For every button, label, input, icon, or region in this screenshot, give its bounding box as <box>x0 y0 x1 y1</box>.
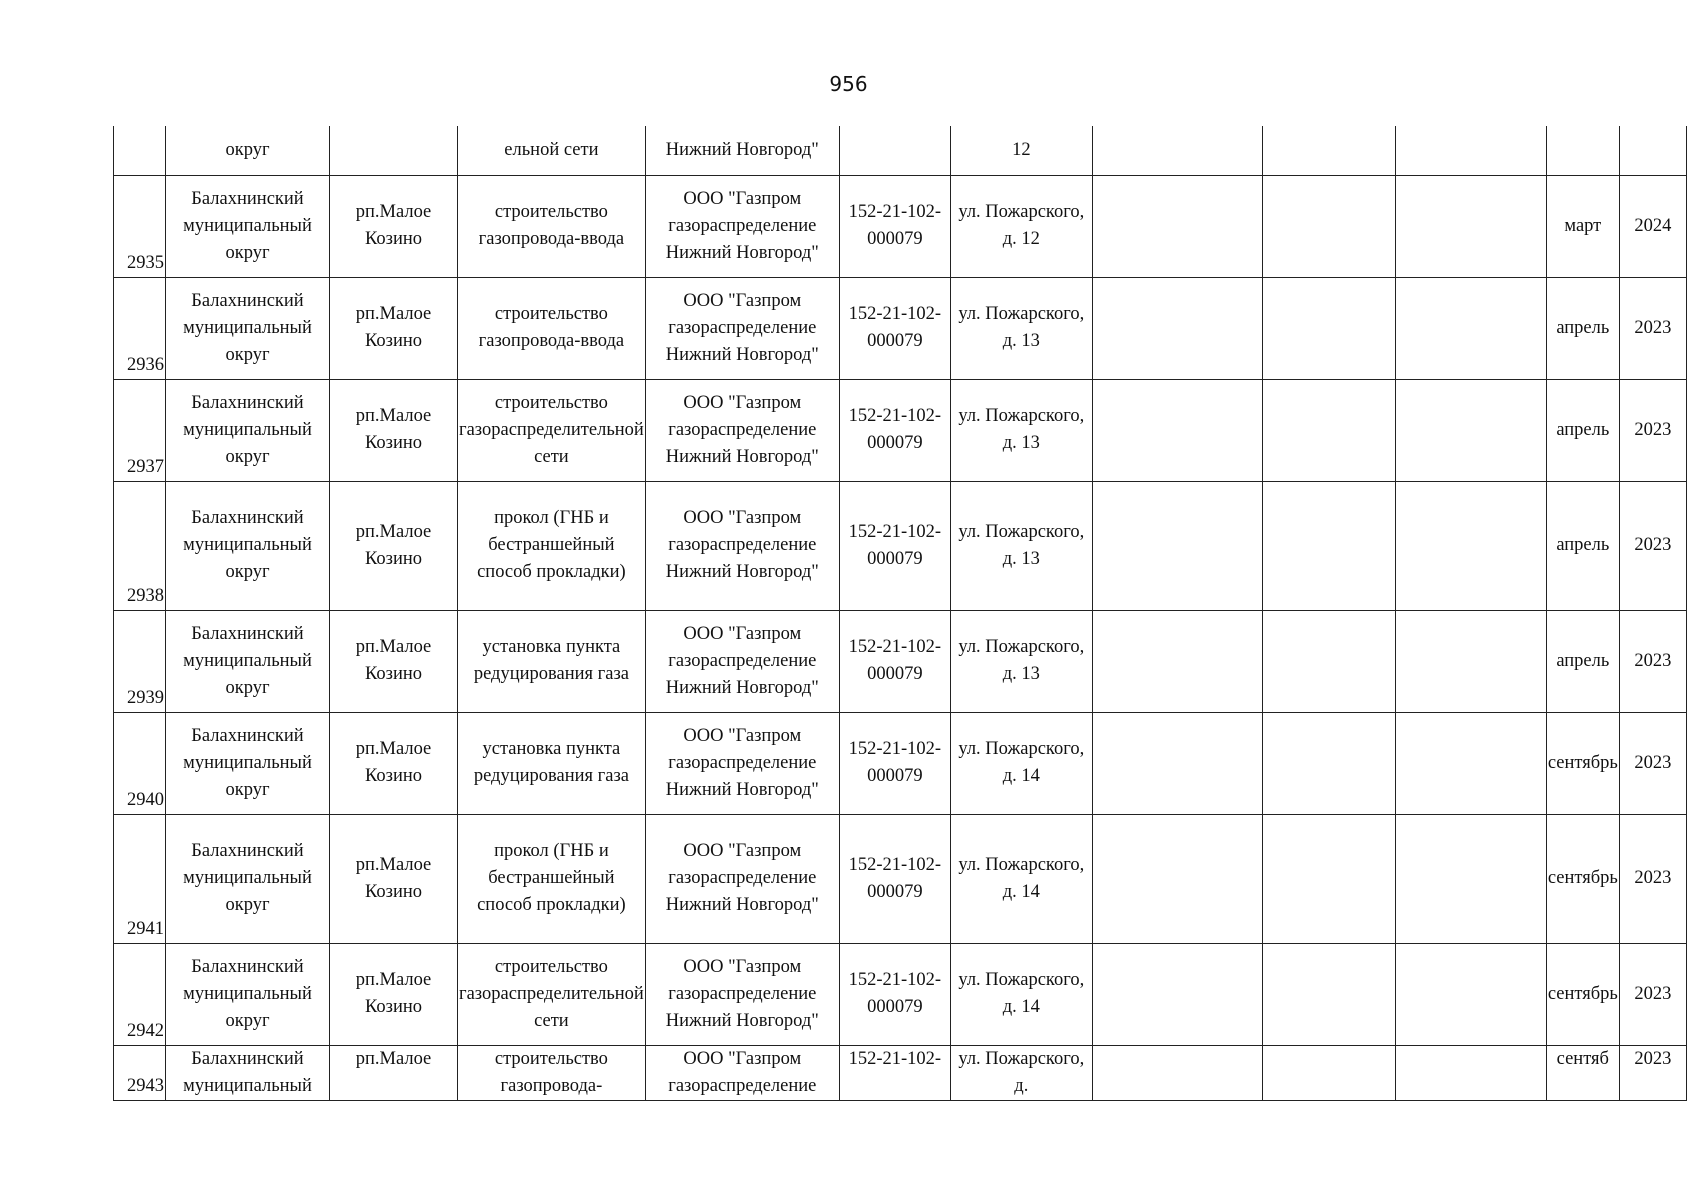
work-type-cell: ельной сети <box>458 126 646 175</box>
district-cell: Балахнинский муниципальный округ <box>166 277 330 379</box>
reg-number-cell: 152-21-102-000079 <box>839 712 950 814</box>
empty-cell <box>1262 943 1395 1045</box>
reg-number-cell: 152-21-102-000079 <box>839 610 950 712</box>
table-row <box>114 1045 1687 1100</box>
reg-number-cell: 152-21-102-000079 <box>839 814 950 943</box>
empty-cell <box>1092 712 1262 814</box>
empty-cell <box>1395 379 1546 481</box>
organization-cell: ООО "Газпром газораспределение Нижний Новгород" <box>645 277 839 379</box>
empty-cell <box>1262 1045 1395 1100</box>
empty-cell <box>1092 1045 1262 1100</box>
month-cell: сентябрь <box>1546 814 1619 943</box>
empty-cell <box>1262 277 1395 379</box>
year-cell: 2023 <box>1619 481 1686 610</box>
reg-number-cell <box>839 126 950 175</box>
address-cell: ул. Пожарского, д. <box>950 1045 1092 1100</box>
address-cell: ул. Пожарского, д. 14 <box>950 712 1092 814</box>
organization-cell: ООО "Газпром газораспределение Нижний Новгород" <box>645 943 839 1045</box>
district-cell: Балахнинский муниципальный округ <box>166 712 330 814</box>
work-type-cell: прокол (ГНБ и бестраншейный способ прокладки) <box>458 481 646 610</box>
empty-cell <box>1262 126 1395 175</box>
month-cell: апрель <box>1546 481 1619 610</box>
locality-cell: рп.Малое Козино <box>330 943 458 1045</box>
year-cell: 2023 <box>1619 943 1686 1045</box>
empty-cell <box>1092 814 1262 943</box>
work-type-cell: строительство газопровода- <box>458 1045 646 1100</box>
table-row <box>114 175 1687 277</box>
empty-cell <box>1395 126 1546 175</box>
organization-cell: Нижний Новгород" <box>645 126 839 175</box>
month-cell: апрель <box>1546 379 1619 481</box>
district-cell: Балахнинский муниципальный округ <box>166 610 330 712</box>
row-number-cell: 2935 <box>114 175 166 277</box>
empty-cell <box>1395 277 1546 379</box>
empty-cell <box>1395 1045 1546 1100</box>
empty-cell <box>1092 126 1262 175</box>
locality-cell: рп.Малое Козино <box>330 610 458 712</box>
district-cell: Балахнинский муниципальный округ <box>166 814 330 943</box>
district-cell: Балахнинский муниципальный округ <box>166 175 330 277</box>
row-number-cell: 2936 <box>114 277 166 379</box>
district-cell: Балахнинский муниципальный округ <box>166 943 330 1045</box>
year-cell: 2023 <box>1619 712 1686 814</box>
reg-number-cell: 152-21-102- <box>839 1045 950 1100</box>
empty-cell <box>1395 712 1546 814</box>
page-number: 956 <box>829 72 868 96</box>
registry-table <box>113 126 1687 1101</box>
month-cell: сентябрь <box>1546 712 1619 814</box>
address-cell: 12 <box>950 126 1092 175</box>
empty-cell <box>1262 175 1395 277</box>
year-cell: 2024 <box>1619 175 1686 277</box>
work-type-cell: строительство газораспределительной сети <box>458 943 646 1045</box>
month-cell <box>1546 126 1619 175</box>
empty-cell <box>1092 175 1262 277</box>
district-cell: Балахнинский муниципальный округ <box>166 379 330 481</box>
district-cell: округ <box>166 126 330 175</box>
empty-cell <box>1395 481 1546 610</box>
locality-cell: рп.Малое Козино <box>330 814 458 943</box>
empty-cell <box>1395 610 1546 712</box>
empty-cell <box>1092 379 1262 481</box>
organization-cell: ООО "Газпром газораспределение Нижний Новгород" <box>645 379 839 481</box>
row-number-cell <box>114 126 166 175</box>
month-cell: сентяб <box>1546 1045 1619 1100</box>
locality-cell: рп.Малое <box>330 1045 458 1100</box>
row-number-cell: 2938 <box>114 481 166 610</box>
empty-cell <box>1395 814 1546 943</box>
year-cell: 2023 <box>1619 277 1686 379</box>
address-cell: ул. Пожарского, д. 14 <box>950 814 1092 943</box>
month-cell: апрель <box>1546 610 1619 712</box>
reg-number-cell: 152-21-102-000079 <box>839 943 950 1045</box>
table-row <box>114 943 1687 1045</box>
year-cell: 2023 <box>1619 379 1686 481</box>
table-row <box>114 814 1687 943</box>
address-cell: ул. Пожарского, д. 12 <box>950 175 1092 277</box>
reg-number-cell: 152-21-102-000079 <box>839 379 950 481</box>
locality-cell: рп.Малое Козино <box>330 712 458 814</box>
year-cell <box>1619 126 1686 175</box>
year-cell: 2023 <box>1619 610 1686 712</box>
empty-cell <box>1395 175 1546 277</box>
empty-cell <box>1262 814 1395 943</box>
work-type-cell: прокол (ГНБ и бестраншейный способ прокладки) <box>458 814 646 943</box>
work-type-cell: строительство газопровода-ввода <box>458 175 646 277</box>
month-cell: сентябрь <box>1546 943 1619 1045</box>
locality-cell <box>330 126 458 175</box>
table-row <box>114 610 1687 712</box>
table-row <box>114 277 1687 379</box>
table-row <box>114 126 1687 175</box>
empty-cell <box>1395 943 1546 1045</box>
table-body <box>114 126 1687 1100</box>
empty-cell <box>1092 277 1262 379</box>
row-number-cell: 2940 <box>114 712 166 814</box>
district-cell: Балахнинский муниципальный <box>166 1045 330 1100</box>
year-cell: 2023 <box>1619 1045 1686 1100</box>
locality-cell: рп.Малое Козино <box>330 277 458 379</box>
empty-cell <box>1092 481 1262 610</box>
year-cell: 2023 <box>1619 814 1686 943</box>
row-number-cell: 2939 <box>114 610 166 712</box>
reg-number-cell: 152-21-102-000079 <box>839 277 950 379</box>
organization-cell: ООО "Газпром газораспределение Нижний Новгород" <box>645 712 839 814</box>
row-number-cell: 2943 <box>114 1045 166 1100</box>
organization-cell: ООО "Газпром газораспределение Нижний Новгород" <box>645 481 839 610</box>
address-cell: ул. Пожарского, д. 13 <box>950 610 1092 712</box>
empty-cell <box>1262 610 1395 712</box>
organization-cell: ООО "Газпром газораспределение Нижний Новгород" <box>645 814 839 943</box>
organization-cell: ООО "Газпром газораспределение Нижний Новгород" <box>645 175 839 277</box>
table-row <box>114 481 1687 610</box>
month-cell: апрель <box>1546 277 1619 379</box>
locality-cell: рп.Малое Козино <box>330 175 458 277</box>
work-type-cell: установка пункта редуцирования газа <box>458 712 646 814</box>
address-cell: ул. Пожарского, д. 14 <box>950 943 1092 1045</box>
table-row <box>114 712 1687 814</box>
row-number-cell: 2942 <box>114 943 166 1045</box>
empty-cell <box>1092 610 1262 712</box>
address-cell: ул. Пожарского, д. 13 <box>950 481 1092 610</box>
reg-number-cell: 152-21-102-000079 <box>839 481 950 610</box>
work-type-cell: установка пункта редуцирования газа <box>458 610 646 712</box>
empty-cell <box>1262 379 1395 481</box>
row-number-cell: 2941 <box>114 814 166 943</box>
table-row <box>114 379 1687 481</box>
organization-cell: ООО "Газпром газораспределение Нижний Новгород" <box>645 610 839 712</box>
locality-cell: рп.Малое Козино <box>330 379 458 481</box>
address-cell: ул. Пожарского, д. 13 <box>950 379 1092 481</box>
district-cell: Балахнинский муниципальный округ <box>166 481 330 610</box>
month-cell: март <box>1546 175 1619 277</box>
work-type-cell: строительство газопровода-ввода <box>458 277 646 379</box>
locality-cell: рп.Малое Козино <box>330 481 458 610</box>
empty-cell <box>1262 712 1395 814</box>
empty-cell <box>1092 943 1262 1045</box>
empty-cell <box>1262 481 1395 610</box>
reg-number-cell: 152-21-102-000079 <box>839 175 950 277</box>
address-cell: ул. Пожарского, д. 13 <box>950 277 1092 379</box>
organization-cell: ООО "Газпром газораспределение <box>645 1045 839 1100</box>
row-number-cell: 2937 <box>114 379 166 481</box>
work-type-cell: строительство газораспределительной сети <box>458 379 646 481</box>
